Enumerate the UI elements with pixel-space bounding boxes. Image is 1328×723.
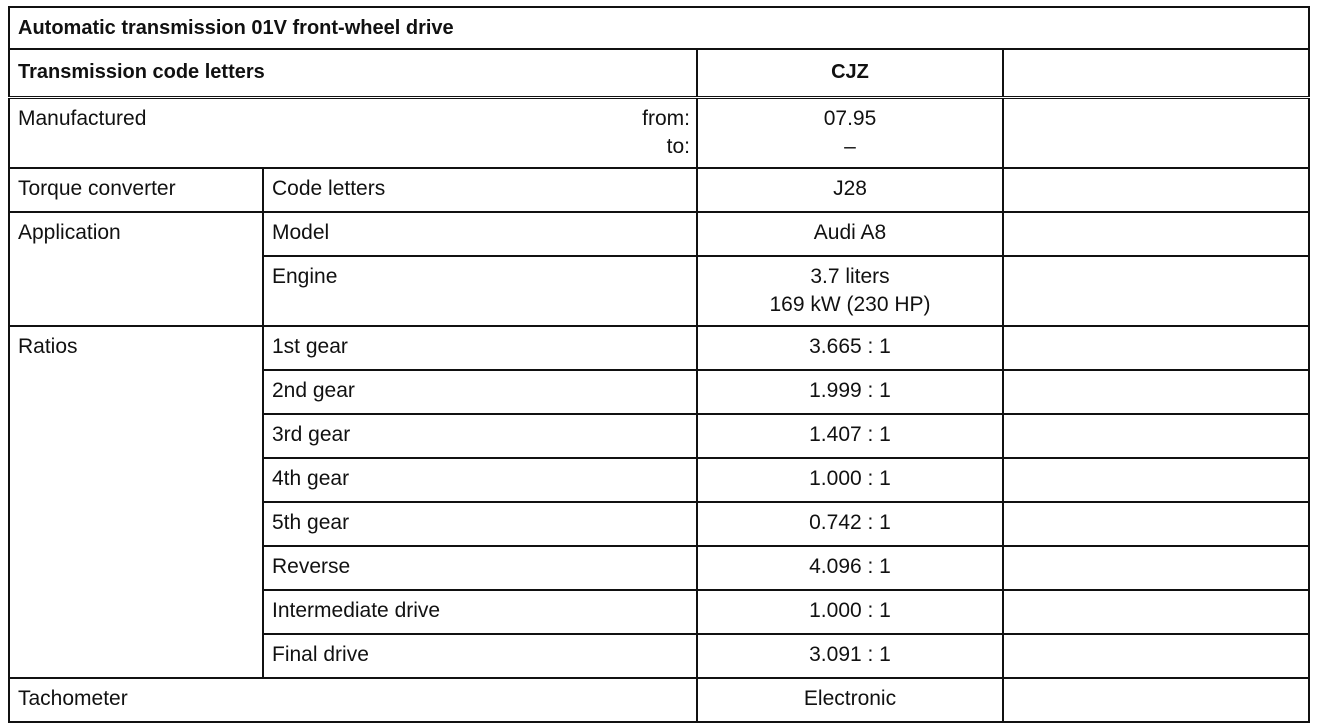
ratio-name: Final drive bbox=[263, 634, 697, 678]
torque-converter-sub: Code letters bbox=[263, 168, 697, 212]
ratio-name: 1st gear bbox=[263, 326, 697, 370]
ratio-extra bbox=[1003, 326, 1309, 370]
engine-extra bbox=[1003, 256, 1309, 326]
title-row bbox=[9, 7, 1309, 49]
model-label: Model bbox=[263, 212, 697, 256]
ratio-name: 2nd gear bbox=[263, 370, 697, 414]
ratio-row bbox=[9, 326, 1309, 370]
torque-converter-row bbox=[9, 168, 1309, 212]
ratio-extra bbox=[1003, 590, 1309, 634]
ratio-value: 3.665 : 1 bbox=[697, 326, 1003, 370]
from-value: 07.95 bbox=[823, 107, 877, 130]
manufactured-values bbox=[697, 98, 1003, 169]
application-model-row bbox=[9, 212, 1309, 256]
ratio-value: 1.407 : 1 bbox=[697, 414, 1003, 458]
ratio-name: Reverse bbox=[263, 546, 697, 590]
engine-power: 169 kW (230 HP) bbox=[769, 293, 931, 316]
ratio-extra bbox=[1003, 370, 1309, 414]
ratio-extra bbox=[1003, 458, 1309, 502]
torque-converter-extra bbox=[1003, 168, 1309, 212]
application-label: Application bbox=[9, 212, 263, 326]
ratio-value: 1.999 : 1 bbox=[697, 370, 1003, 414]
manufactured-row bbox=[9, 98, 1309, 169]
ratio-extra bbox=[1003, 546, 1309, 590]
from-label: from: bbox=[642, 107, 690, 130]
ratio-name: 5th gear bbox=[263, 502, 697, 546]
table-title: Automatic transmission 01V front-wheel drive bbox=[9, 7, 1309, 49]
spec-sheet bbox=[8, 6, 1308, 723]
code-letters-row bbox=[9, 49, 1309, 98]
ratio-value: 1.000 : 1 bbox=[697, 590, 1003, 634]
tachometer-label: Tachometer bbox=[9, 678, 697, 722]
engine-label: Engine bbox=[263, 256, 697, 326]
code-letters-label: Transmission code letters bbox=[9, 49, 697, 98]
ratio-name: 4th gear bbox=[263, 458, 697, 502]
ratio-extra bbox=[1003, 634, 1309, 678]
model-extra bbox=[1003, 212, 1309, 256]
ratio-value: 1.000 : 1 bbox=[697, 458, 1003, 502]
ratio-value: 0.742 : 1 bbox=[697, 502, 1003, 546]
code-letters-value: CJZ bbox=[697, 49, 1003, 98]
ratio-extra bbox=[1003, 414, 1309, 458]
ratio-name: 3rd gear bbox=[263, 414, 697, 458]
to-value: – bbox=[844, 135, 856, 158]
manufactured-extra bbox=[1003, 98, 1309, 169]
ratio-name: Intermediate drive bbox=[263, 590, 697, 634]
to-label: to: bbox=[666, 135, 690, 158]
tachometer-row bbox=[9, 678, 1309, 722]
torque-converter-label: Torque converter bbox=[9, 168, 263, 212]
ratios-label: Ratios bbox=[9, 326, 263, 678]
tachometer-value: Electronic bbox=[697, 678, 1003, 722]
torque-converter-value: J28 bbox=[697, 168, 1003, 212]
engine-displacement: 3.7 liters bbox=[810, 265, 890, 288]
manufactured-label: Manufactured bbox=[9, 98, 263, 169]
ratio-value: 4.096 : 1 bbox=[697, 546, 1003, 590]
tachometer-extra bbox=[1003, 678, 1309, 722]
ratio-extra bbox=[1003, 502, 1309, 546]
ratio-value: 3.091 : 1 bbox=[697, 634, 1003, 678]
engine-value bbox=[697, 256, 1003, 326]
transmission-spec-table bbox=[8, 6, 1310, 723]
code-letters-extra bbox=[1003, 49, 1309, 98]
manufactured-from-to-labels bbox=[263, 98, 697, 169]
model-value: Audi A8 bbox=[697, 212, 1003, 256]
